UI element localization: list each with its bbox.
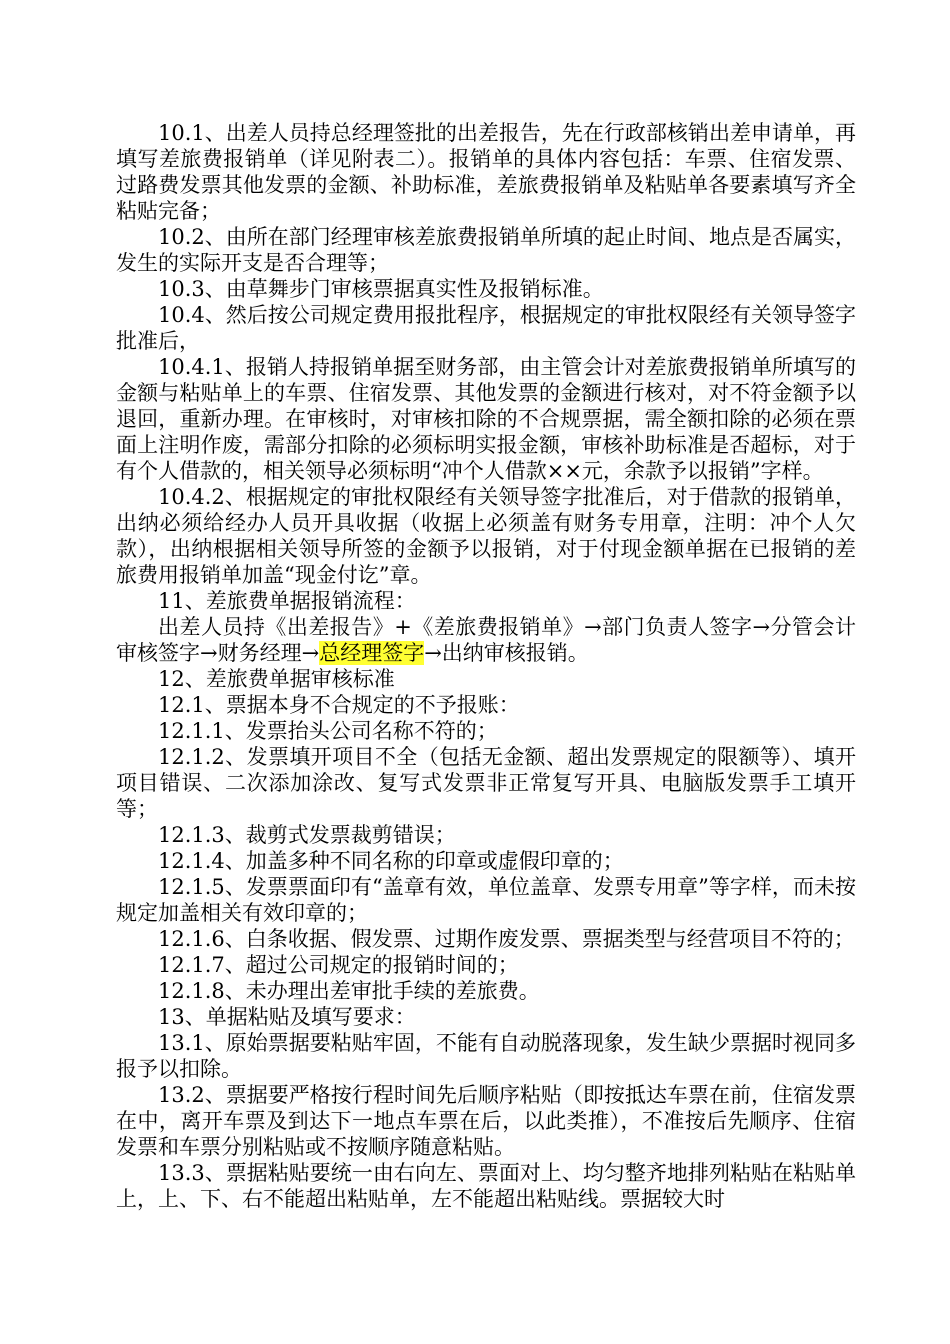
paragraph-12-1-6: 12.1.6、白条收据、假发票、过期作废发票、票据类型与经营项目不符的； [158, 927, 855, 951]
paragraph-12-1-2: 12.1.2、发票填开项目不全（包括无金额、超出发票规定的限额等）、填开项目错误、二次添加涂改、复写式发票非正常复写开具、电脑版发票手工填开等； [116, 745, 856, 821]
paragraph-12-1-3: 12.1.3、裁剪式发票裁剪错误； [158, 823, 456, 847]
paragraph-13-1: 13.1、原始票据要粘贴牢固，不能有自动脱落现象，发生缺少票据时视同多报予以扣除。 [116, 1031, 856, 1081]
reimbursement-flow [116, 614, 856, 666]
paragraph-12-1-1: 12.1.1、发票抬头公司名称不符的； [158, 719, 498, 743]
heading-13: 13、单据粘贴及填写要求： [158, 1005, 416, 1029]
paragraph-12-1-4: 12.1.4、加盖多种不同名称的印章或虚假印章的； [158, 849, 624, 873]
paragraph-10-1: 10.1、出差人员持总经理签批的出差报告，先在行政部核销出差申请单，再填写差旅费报销单（详见附表二）。报销单的具体内容包括：车票、住宿发票、过路费发票其他发票的金额、补助标准，差旅费报销单及粘贴单各要素填写齐全粘贴完备； [116, 121, 856, 223]
paragraph-12-1-7: 12.1.7、超过公司规定的报销时间的； [158, 953, 519, 977]
paragraph-12-1-5: 12.1.5、发票票面印有“盖章有效，单位盖章、发票专用章”等字样，而未按规定加盖相关有效印章的； [116, 875, 856, 925]
heading-11: 11、差旅费单据报销流程： [158, 589, 416, 613]
paragraph-10-4: 10.4、然后按公司规定费用报批程序，根据规定的审批权限经有关领导签字批准后， [116, 303, 856, 353]
heading-12: 12、差旅费单据审核标准 [158, 667, 395, 691]
flow-highlight: 总经理签字 [319, 641, 425, 665]
paragraph-10-4-2: 10.4.2、根据规定的审批权限经有关领导签字批准后，对于借款的报销单，出纳必须给经办人员开具收据（收据上必须盖有财务专用章，注明：冲个人欠款），出纳根据相关领导所签的金额予以报销，对于付现金额单据在已报销的差旅费用报销单加盖“现金付讫”章。 [116, 485, 856, 587]
paragraph-13-2: 13.2、票据要严格按行程时间先后顺序粘贴（即按抵达车票在前，住宿发票在中，离开车票及到达下一地点车票在后，以此类推），不准按后先顺序、住宿发票和车票分别粘贴或不按顺序随意粘贴。 [116, 1083, 856, 1159]
flow-before: 出差人员持《出差报告》+《差旅费报销单》→部门负责人签字→分管会计审核签字→财务经理→ [116, 615, 856, 665]
paragraph-12-1-8: 12.1.8、未办理出差审批手续的差旅费。 [158, 979, 540, 1003]
paragraph-13-3: 13.3、票据粘贴要统一由右向左、票面对上、均匀整齐地排列粘贴在粘贴单上，上、下、右不能超出粘贴单，左不能超出粘贴线。票据较大时 [116, 1161, 856, 1211]
flow-after: →出纳审核报销。 [424, 641, 589, 665]
paragraph-12-1: 12.1、票据本身不合规定的不予报账： [158, 693, 520, 717]
paragraph-10-2: 10.2、由所在部门经理审核差旅费报销单所填的起止时间、地点是否属实，发生的实际开支是否合理等； [116, 225, 856, 275]
paragraph-10-3: 10.3、由草舞步门审核票据真实性及报销标准。 [158, 277, 604, 301]
document-body [116, 120, 856, 1212]
paragraph-10-4-1: 10.4.1、报销人持报销单据至财务部，由主管会计对差旅费报销单所填写的金额与粘贴单上的车票、住宿发票、其他发票的金额进行核对，对不符金额予以退回，重新办理。在审核时，对审核扣除的不合规票据，需全额扣除的必须在票面上注明作废，需部分扣除的必须标明实报金额，审核补助标准是否超标，对于有个人借款的，相关领导必须标明“冲个人借款××元，余款予以报销”字样。 [116, 355, 856, 483]
